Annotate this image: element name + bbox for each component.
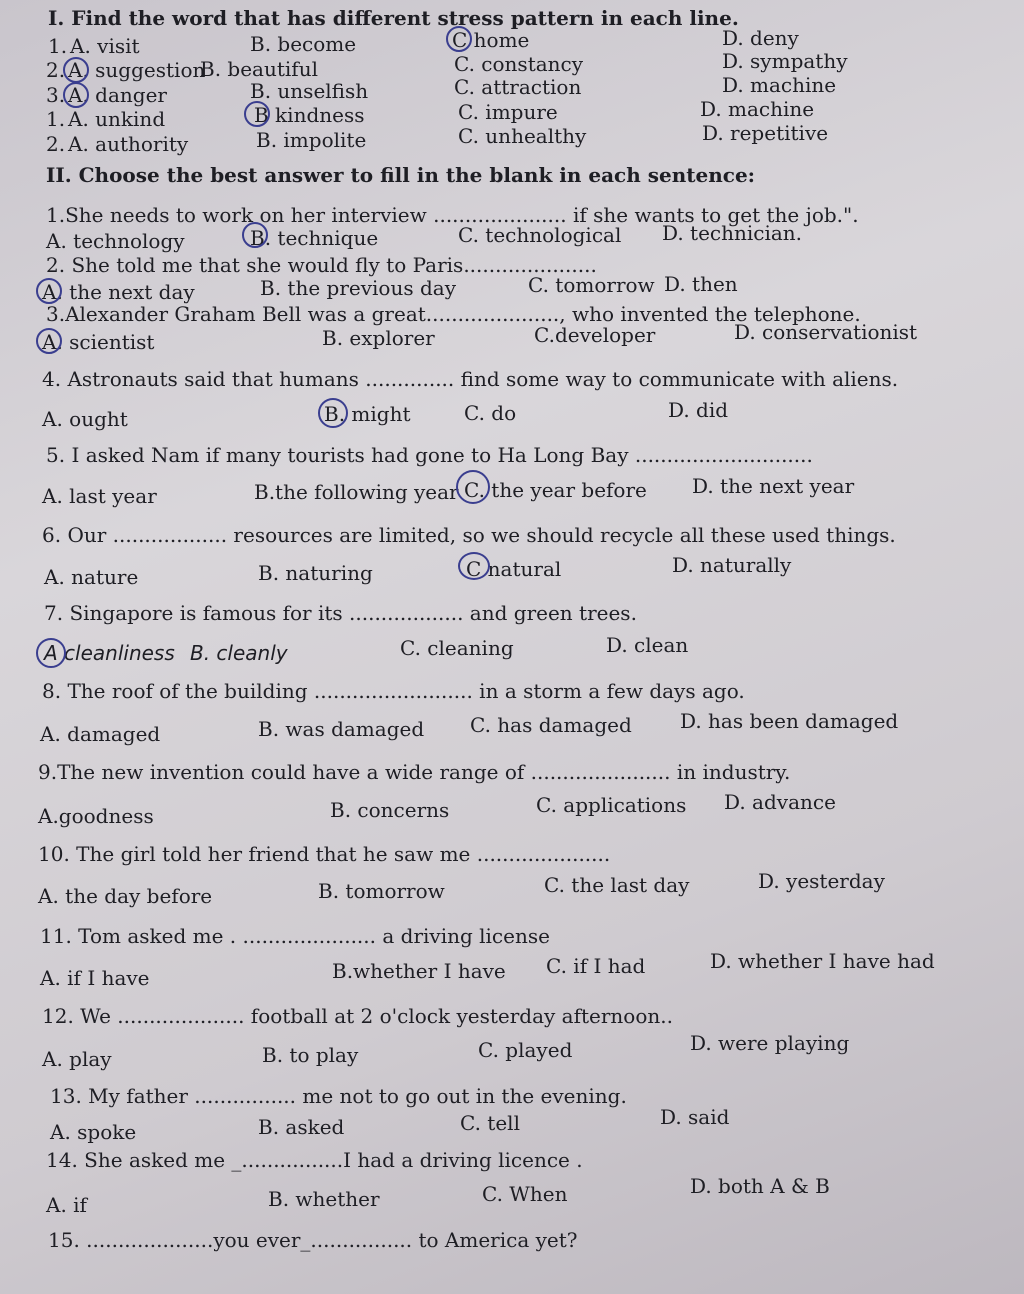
q6-option-b: B. naturing <box>258 561 373 585</box>
q15-stem: 15. ....................you ever_................ to America yet? <box>48 1228 578 1252</box>
q12-option-a: A. play <box>42 1047 112 1071</box>
q10-option-d: D. yesterday <box>758 869 885 893</box>
q2-option-c: C. tomorrow <box>528 273 655 297</box>
s1-row1-num: 1. <box>48 34 68 58</box>
s1-row5-a: A. authority <box>68 132 189 156</box>
q8-option-c: C. has damaged <box>470 713 632 737</box>
q2-option-b: B. the previous day <box>260 276 456 300</box>
q14-stem: 14. She asked me _................I had a driving licence . <box>46 1148 583 1172</box>
q5-stem: 5. I asked Nam if many tourists had gone to Ha Long Bay ............................ <box>46 443 813 467</box>
s1-row2-a: A. suggestion <box>68 58 206 82</box>
q3-stem: 3.Alexander Graham Bell was a great....................., who invented the telephone. <box>46 302 861 326</box>
q5-option-b: B.the following year <box>254 480 459 504</box>
q9-option-c: C. applications <box>536 793 687 817</box>
q12-stem: 12. We .................... football at 2 o'clock yesterday afternoon.. <box>42 1004 673 1028</box>
q3-option-c: C.developer <box>534 323 656 347</box>
q2-option-a: A. the next day <box>42 280 195 304</box>
q12-option-c: C. played <box>478 1038 573 1062</box>
s1-row3-b: B. unselfish <box>250 79 369 103</box>
answer-circle-mark <box>446 26 472 52</box>
q10-option-b: B. tomorrow <box>318 879 445 903</box>
q10-option-a: A. the day before <box>38 884 213 908</box>
q5-option-d: D. the next year <box>692 474 855 498</box>
s1-row3-d: D. machine <box>722 73 837 97</box>
q13-option-b: B. asked <box>258 1115 345 1139</box>
q6-option-d: D. naturally <box>672 553 792 577</box>
s1-row2-d: D. sympathy <box>722 49 848 73</box>
q14-option-d: D. both A & B <box>690 1174 830 1198</box>
q5-option-a: A. last year <box>42 484 157 508</box>
s1-row5-b: B. impolite <box>256 128 367 152</box>
q10-stem: 10. The girl told her friend that he saw me ..................... <box>38 842 611 866</box>
q4-stem: 4. Astronauts said that humans .............. find some way to communicate with aliens. <box>42 367 899 391</box>
q7-option-c: C. cleaning <box>400 636 514 660</box>
q3-option-d: D. conservationist <box>734 320 918 344</box>
answer-circle-mark <box>244 101 270 127</box>
q7-option-b: B. cleanly <box>190 641 288 665</box>
q9-option-a: A.goodness <box>38 804 154 828</box>
q2-stem: 2. She told me that she would fly to Paris..................... <box>46 253 597 277</box>
q13-stem: 13. My father ................ me not to go out in the evening. <box>50 1084 627 1108</box>
section-2-title: II. Choose the best answer to fill in the blank in each sentence: <box>46 163 756 187</box>
q11-option-b: B.whether I have <box>332 959 506 983</box>
s1-row1-b: B. become <box>250 32 357 56</box>
q5-option-c: C. the year before <box>464 478 647 502</box>
s1-row1-c: C home <box>452 28 530 52</box>
s1-row2-b: B. beautiful <box>200 57 318 81</box>
q8-option-b: B. was damaged <box>258 717 425 741</box>
q1-stem: 1.She needs to work on her interview ..................... if she wants to get the job.". <box>46 203 859 227</box>
q1-option-a: A. technology <box>46 229 185 253</box>
q13-option-a: A. spoke <box>50 1120 137 1144</box>
q7-option-a: A cleanliness <box>44 641 175 665</box>
q11-option-d: D. whether I have had <box>710 949 935 973</box>
q9-option-b: B. concerns <box>330 798 450 822</box>
answer-circle-mark <box>456 470 490 504</box>
q11-option-a: A. if I have <box>40 966 150 990</box>
s1-row1-a: A. visit <box>70 34 140 58</box>
q9-stem: 9.The new invention could have a wide range of ...................... in industry. <box>38 760 791 784</box>
q12-option-d: D. were playing <box>690 1031 850 1055</box>
s1-row3-c: C. attraction <box>454 75 582 99</box>
q14-option-b: B. whether <box>268 1187 380 1211</box>
q6-option-c: C natural <box>466 557 562 581</box>
s1-row3-a: A. danger <box>68 83 167 107</box>
s1-row2-c: C. constancy <box>454 52 584 76</box>
answer-circle-mark <box>63 57 89 83</box>
answer-circle-mark <box>36 328 62 354</box>
s1-row4-num: 1. <box>46 107 66 131</box>
answer-circle-mark <box>458 552 490 580</box>
answer-circle-mark <box>36 638 66 668</box>
answer-circle-mark <box>63 82 89 108</box>
q12-option-b: B. to play <box>262 1043 359 1067</box>
s1-row3-num: 3. <box>46 83 66 107</box>
answer-circle-mark <box>242 222 268 248</box>
answer-circle-mark <box>318 398 348 428</box>
q1-option-d: D. technician. <box>662 221 803 245</box>
q4-option-c: C. do <box>464 401 517 425</box>
s1-row5-d: D. repetitive <box>702 121 829 145</box>
q8-stem: 8. The roof of the building ......................... in a storm a few days ago. <box>42 679 745 703</box>
q9-option-d: D. advance <box>724 790 836 814</box>
s1-row2-num: 2. <box>46 58 66 82</box>
q7-stem: 7. Singapore is famous for its .................. and green trees. <box>44 601 637 625</box>
q10-option-c: C. the last day <box>544 873 690 897</box>
q2-option-d: D. then <box>664 272 738 296</box>
q14-option-c: C. When <box>482 1182 568 1206</box>
q3-option-b: B. explorer <box>322 326 435 350</box>
s1-row5-c: C. unhealthy <box>458 124 587 148</box>
q11-option-c: C. if I had <box>546 954 646 978</box>
s1-row5-num: 2. <box>46 132 66 156</box>
s1-row4-b: B kindness <box>254 103 365 127</box>
q1-option-c: C. technological <box>458 223 622 247</box>
q8-option-d: D. has been damaged <box>680 709 899 733</box>
s1-row4-a: A. unkind <box>68 107 166 131</box>
q4-option-d: D. did <box>668 398 729 422</box>
s1-row4-c: C. impure <box>458 100 558 124</box>
q7-option-d: D. clean <box>606 633 689 657</box>
section-1-title: I. Find the word that has different stress pattern in each line. <box>48 6 739 30</box>
q13-option-d: D. said <box>660 1105 730 1129</box>
q6-stem: 6. Our .................. resources are limited, so we should recycle all these used things. <box>42 523 896 547</box>
q4-option-b: B. might <box>324 402 411 426</box>
q14-option-a: A. if <box>46 1193 87 1217</box>
q1-option-b: B. technique <box>250 226 379 250</box>
q6-option-a: A. nature <box>44 565 139 589</box>
s1-row4-d: D. machine <box>700 97 815 121</box>
q3-option-a: A. scientist <box>42 330 155 354</box>
s1-row1-d: D. deny <box>722 26 799 50</box>
answer-circle-mark <box>36 278 62 304</box>
q8-option-a: A. damaged <box>40 722 161 746</box>
q11-stem: 11. Tom asked me . ..................... a driving license <box>40 924 550 948</box>
q4-option-a: A. ought <box>42 407 128 431</box>
q13-option-c: C. tell <box>460 1111 520 1135</box>
